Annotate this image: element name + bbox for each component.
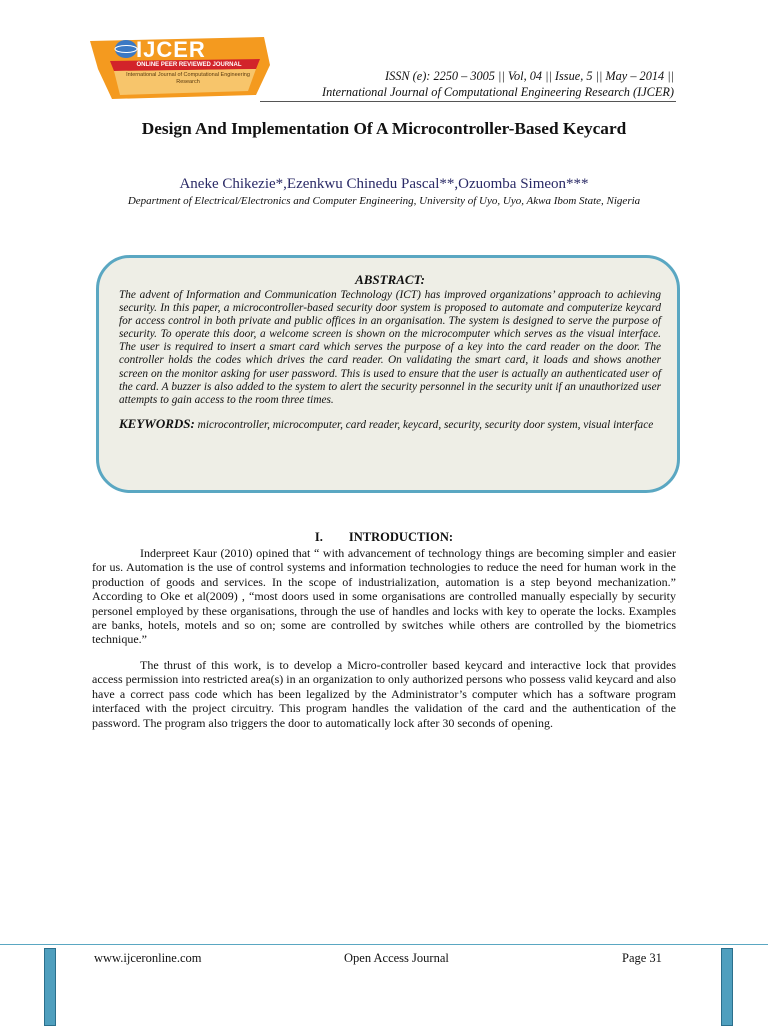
keywords-text: microcontroller, microcomputer, card reader, keycard, security, security door system, visual interface <box>194 418 654 431</box>
intro-paragraph-1: Inderpreet Kaur (2010) opined that “ with advancement of technology things are becoming simpler and easier for us. Automation is the use of control systems and information technologies to reduce the need for human work in the production of goods and services. In the scope of industrialization, automation is a step beyond mechanization.” According to Oke et al(2009) , “most doors used in some organisations are controlled manually especially by security personel employed by these organisations, through the use of handles and locks with key to operate the locks. Examples are banks, hotels, motels and so on; some are controlled by switches while others are controlled by the biometrics technique.” <box>92 546 676 647</box>
footer-divider <box>0 944 768 945</box>
footer-bar-left <box>44 948 56 1026</box>
header-divider <box>260 101 676 102</box>
paper-authors: Aneke Chikezie*,Ezenkwu Chinedu Pascal**,Ozuomba Simeon*** <box>179 176 589 192</box>
keywords-label: KEYWORDS: <box>119 415 195 431</box>
paper-title: Design And Implementation Of A Microcontroller-Based Keycard <box>141 119 627 138</box>
footer-bar-right <box>721 948 733 1026</box>
logo-subtitle: International Journal of Computational Engineering Research <box>126 72 250 85</box>
journal-header <box>322 68 674 100</box>
keywords <box>119 417 661 432</box>
logo-name: IJCER <box>136 37 206 62</box>
journal-name-line: International Journal of Computational Engineering Research (IJCER) <box>322 85 674 99</box>
abstract-heading: ABSTRACT: <box>355 272 425 287</box>
author-affiliation: Department of Electrical/Electronics and Computer Engineering, University of Uyo, Uyo, Akwa Ibom State, Nigeria <box>127 195 641 207</box>
section-heading-introduction <box>90 530 678 545</box>
intro-paragraph-2: The thrust of this work, is to develop a Micro-controller based keycard and interactive lock that provides access permission into restricted area(s) in an organization to only authorized persons who possess valid keycard and also have a correct pass code which has been legalized by the Administrator’s computer which has a software program interfaced with the project circuitry. This program handles the validation of the card and the authentication of the password. The program also triggers the door to automatically lock after 30 seconds of opening. <box>92 658 676 730</box>
globe-icon <box>115 40 137 58</box>
footer-access-label: Open Access Journal <box>344 951 449 965</box>
journal-logo <box>88 35 272 101</box>
logo-banner: ONLINE PEER REVIEWED JOURNAL <box>136 62 242 68</box>
footer-website: www.ijceronline.com <box>94 951 202 965</box>
footer-page-number: Page 31 <box>622 951 662 965</box>
section-number: I. <box>314 530 323 544</box>
issn-line: ISSN (e): 2250 – 3005 || Vol, 04 || Issue, 5 || May – 2014 || <box>384 69 674 83</box>
abstract-text: The advent of Information and Communication Technology (ICT) has improved organizations’ approach to achieving security. In this paper, a microcontroller-based security door system is proposed to automate and computerize keycard for access control in both private and public offices in an organisation. The system is designed to serve the purpose of security. To operate this door, a welcome screen is shown on the microcomputer which serves as the visual interface. The user is required to insert a smart card which serves the purpose of a key into the card reader on the door. The controller holds the codes which drives the card reader. On validating the smart card, it loads and shows another screen on the monitor asking for user password. This is used to ensure that the user is actually an authenticated user of the card. A buzzer is also added to the system to alert the security personnel in the security unit if an unauthorized user attempts to gain access to the room three times. <box>119 289 661 406</box>
section-title: INTRODUCTION: <box>348 530 454 544</box>
abstract-box <box>96 255 680 493</box>
